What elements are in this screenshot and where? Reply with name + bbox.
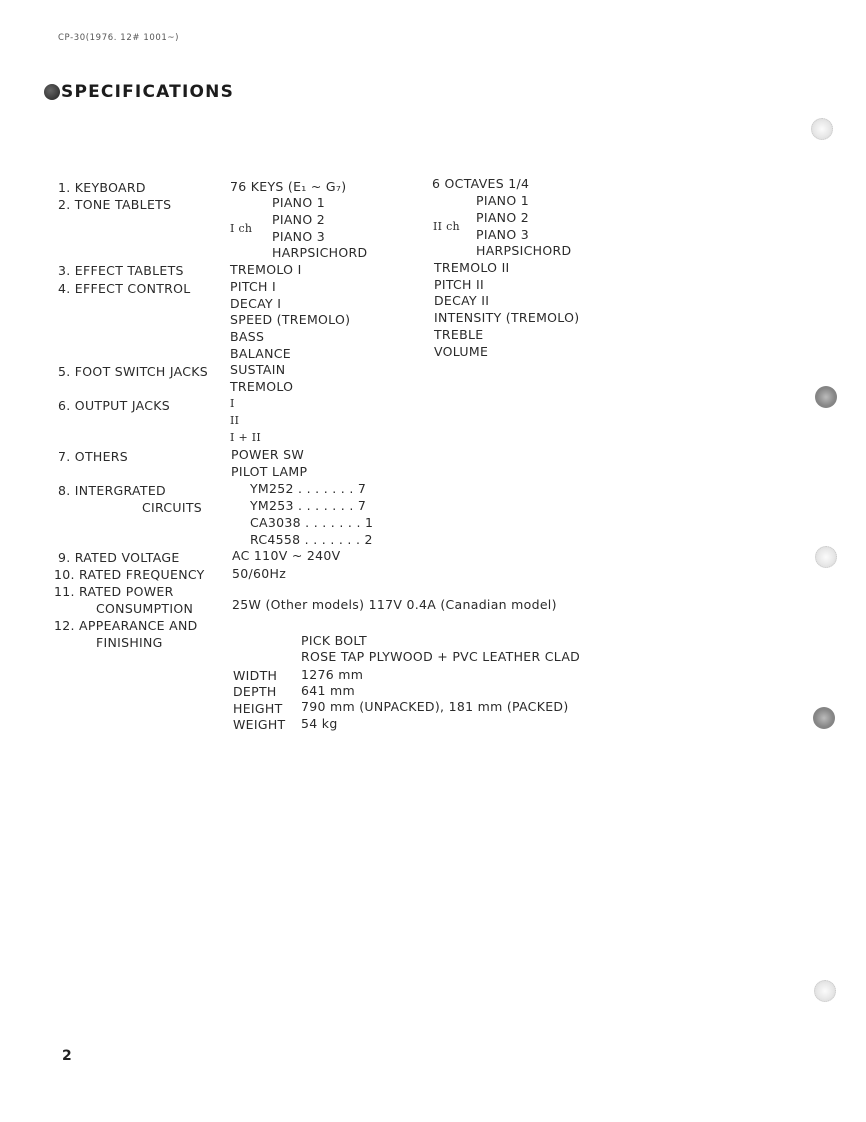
output-jack-item: I + II	[230, 431, 262, 444]
spec-label-ics: 8. INTERGRATED	[58, 483, 166, 498]
tone-ch2-item: PIANO 1	[476, 193, 529, 208]
others-item: PILOT LAMP	[231, 464, 308, 479]
dim-name: WEIGHT	[233, 717, 286, 732]
spec-label-rated-frequency: 10. RATED FREQUENCY	[54, 567, 205, 582]
ic-item: YM252 . . . . . . . 7	[250, 481, 367, 496]
tone-ch1-item: HARPSICHORD	[272, 245, 368, 260]
effect-control-left: PITCH I	[230, 279, 277, 294]
effect-control-right: TREBLE	[434, 327, 484, 342]
dim-name: WIDTH	[233, 668, 278, 683]
spec-label-foot-switch: 5. FOOT SWITCH JACKS	[58, 364, 209, 379]
tone-ch1-item: PIANO 1	[272, 195, 325, 210]
rated-voltage-value: AC 110V ~ 240V	[232, 548, 341, 563]
tone-ch1-item: PIANO 2	[272, 212, 325, 227]
dim-value: 641 mm	[301, 683, 355, 698]
spec-label-tone-tablets: 2. TONE TABLETS	[58, 197, 172, 212]
spec-label-rated-power: 11. RATED POWER	[54, 584, 174, 599]
spec-label-appearance-2: FINISHING	[96, 635, 163, 650]
document-header: CP-30(1976. 12# 1001~)	[58, 33, 180, 43]
tone-ch1-name: I ch	[230, 222, 253, 235]
effect-control-left: BASS	[230, 329, 265, 344]
effect-tablet-right: TREMOLO II	[434, 260, 510, 275]
finish-line: ROSE TAP PLYWOOD + PVC LEATHER CLAD	[301, 649, 581, 664]
output-jack-item: I	[230, 397, 235, 410]
tone-ch2-item: HARPSICHORD	[476, 243, 572, 258]
section-bullet-icon	[44, 84, 60, 100]
tone-ch2-item: PIANO 3	[476, 227, 529, 242]
spec-label-rated-power-2: CONSUMPTION	[96, 601, 194, 616]
page-number: 2	[62, 1048, 73, 1064]
effect-control-right: INTENSITY (TREMOLO)	[434, 310, 580, 325]
spec-value-keyboard: 76 KEYS (E₁ ~ G₇)	[230, 179, 347, 194]
punch-hole-icon	[815, 386, 837, 408]
spec-label-keyboard: 1. KEYBOARD	[58, 180, 146, 195]
dim-value: 790 mm (UNPACKED), 181 mm (PACKED)	[301, 699, 569, 714]
spec-label-effect-control: 4. EFFECT CONTROL	[58, 281, 191, 296]
effect-control-left: SPEED (TREMOLO)	[230, 312, 351, 327]
ic-item: YM253 . . . . . . . 7	[250, 498, 367, 513]
spec-label-ics-2: CIRCUITS	[142, 500, 203, 515]
punch-hole-icon	[811, 118, 833, 140]
dim-name: HEIGHT	[233, 701, 283, 716]
ic-item: RC4558 . . . . . . . 2	[250, 532, 373, 547]
rated-power-value: 25W (Other models) 117V 0.4A (Canadian model)	[232, 597, 557, 612]
foot-switch-item: SUSTAIN	[230, 362, 286, 377]
punch-hole-icon	[814, 980, 836, 1002]
tone-ch2-name: II ch	[433, 220, 460, 233]
effect-control-right: DECAY II	[434, 293, 490, 308]
rated-frequency-value: 50/60Hz	[232, 566, 287, 581]
dim-name: DEPTH	[233, 684, 277, 699]
foot-switch-item: TREMOLO	[230, 379, 294, 394]
dim-value: 54 kg	[301, 716, 338, 731]
spec-label-rated-voltage: 9. RATED VOLTAGE	[58, 550, 180, 565]
spec-value-octaves: 6 OCTAVES 1/4	[432, 176, 530, 191]
finish-line: PICK BOLT	[301, 633, 367, 648]
output-jack-item: II	[230, 414, 240, 427]
effect-control-left: DECAY I	[230, 296, 282, 311]
ic-item: CA3038 . . . . . . . 1	[250, 515, 374, 530]
spec-label-output-jacks: 6. OUTPUT JACKS	[58, 398, 170, 413]
tone-ch1-item: PIANO 3	[272, 229, 325, 244]
punch-hole-icon	[815, 546, 837, 568]
punch-hole-icon	[813, 707, 835, 729]
spec-label-others: 7. OTHERS	[58, 449, 128, 464]
spec-label-effect-tablets: 3. EFFECT TABLETS	[58, 263, 184, 278]
effect-control-right: PITCH II	[434, 277, 485, 292]
dim-value: 1276 mm	[301, 667, 364, 682]
page-title: SPECIFICATIONS	[61, 82, 235, 102]
tone-ch2-item: PIANO 2	[476, 210, 529, 225]
effect-tablet-left: TREMOLO I	[230, 262, 302, 277]
effect-control-right: VOLUME	[434, 344, 489, 359]
effect-control-left: BALANCE	[230, 346, 292, 361]
spec-label-appearance: 12. APPEARANCE AND	[54, 618, 198, 633]
others-item: POWER SW	[231, 447, 304, 462]
